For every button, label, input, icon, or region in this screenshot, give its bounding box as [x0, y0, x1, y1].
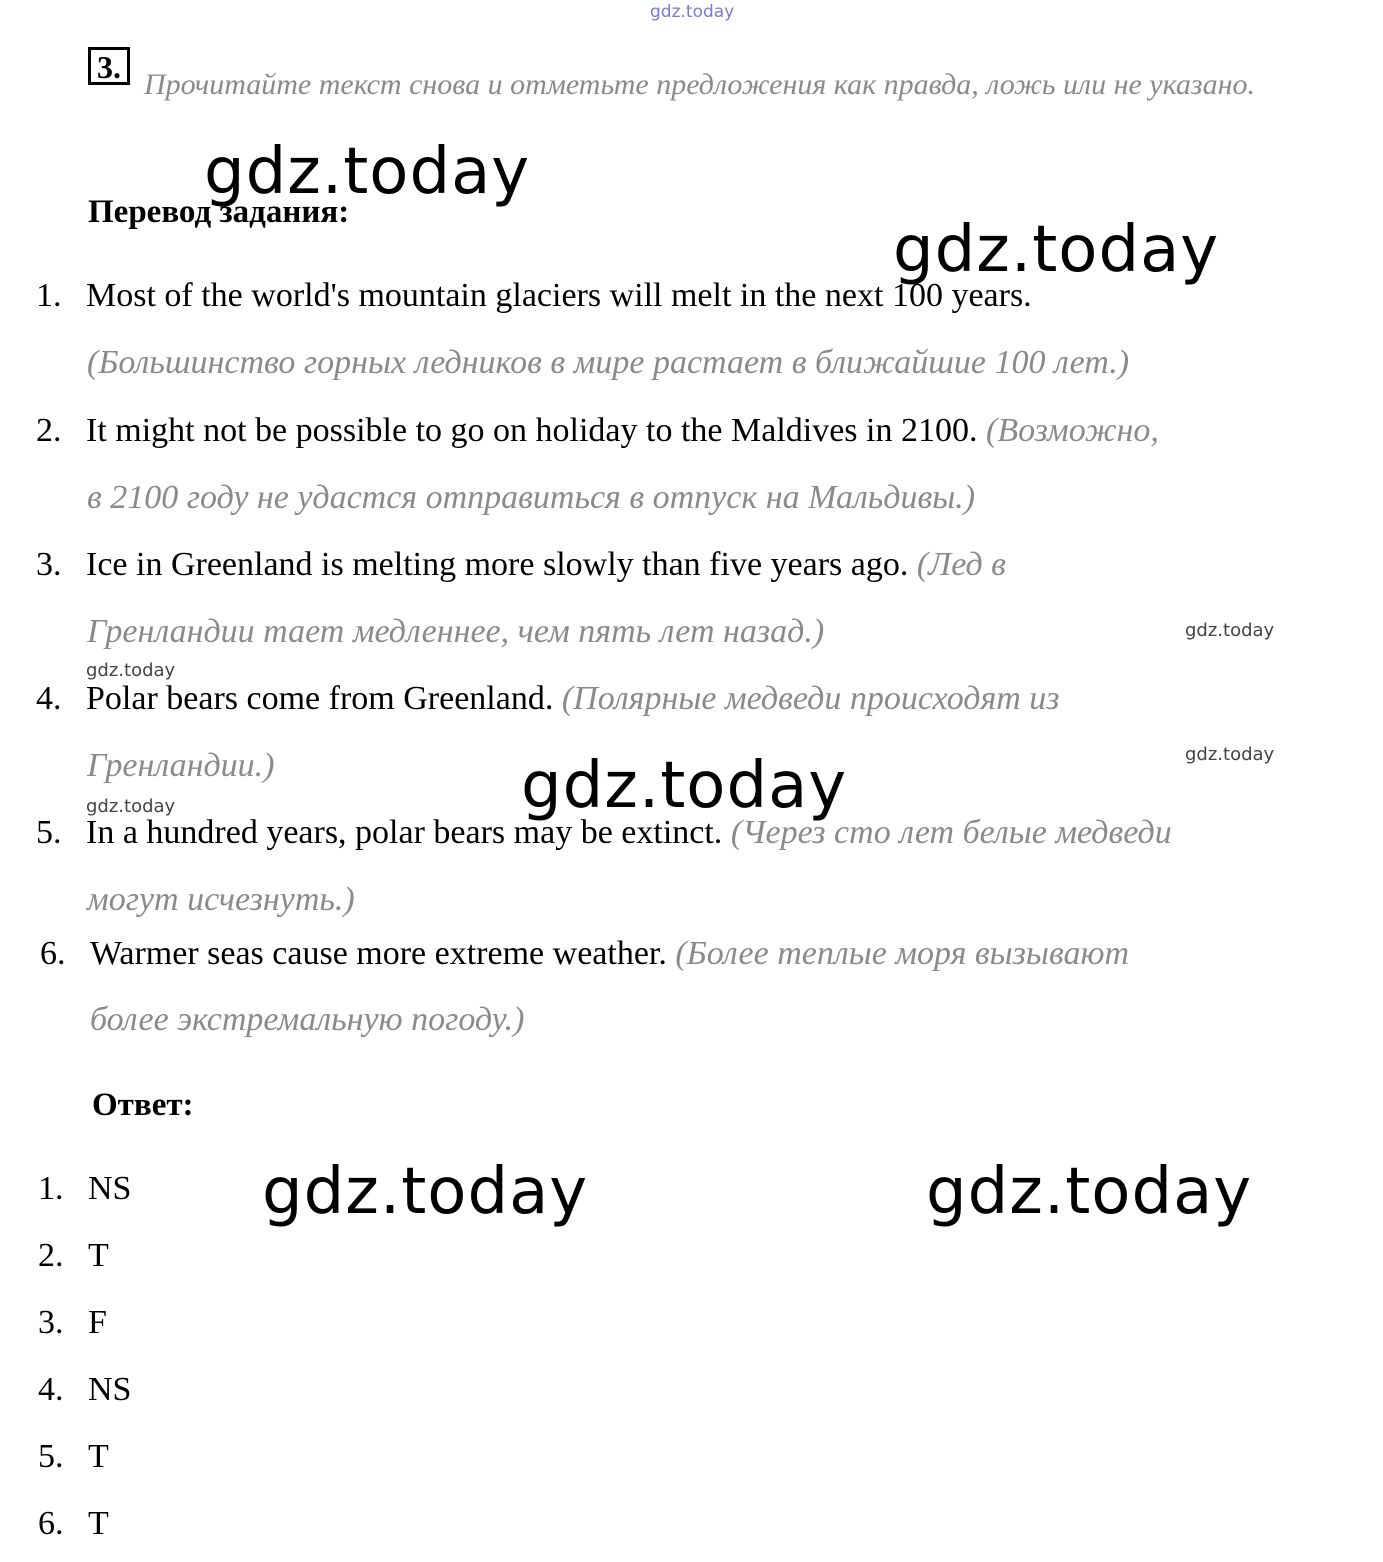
task-number: 3.	[88, 47, 130, 85]
item-translation: (Возможно,	[986, 412, 1159, 449]
item-translation: более экстремальную погоду.)	[90, 1001, 525, 1038]
item-translation: (Лед в	[916, 546, 1006, 583]
answer-heading: Ответ:	[92, 1087, 194, 1123]
statement-item	[36, 531, 1336, 598]
answer-value: T	[88, 1505, 109, 1542]
item-translation: (Большинство горных ледников в мире растает в ближайшие 100 лет.)	[87, 344, 1130, 381]
item-translation: (Полярные медведи происходят из	[561, 680, 1060, 717]
item-number: 4.	[36, 680, 62, 717]
answer-value: F	[88, 1304, 107, 1341]
answer-value: NS	[88, 1371, 132, 1408]
answer-item	[38, 1172, 131, 1206]
item-translation: Гренландии.)	[87, 747, 275, 784]
item-translation: могут исчезнуть.)	[87, 881, 355, 918]
item-number: 2.	[36, 412, 62, 449]
item-english: In a hundred years, polar bears may be extinct.	[86, 814, 723, 851]
watermark: gdz.today	[204, 135, 531, 209]
answer-item	[38, 1507, 109, 1541]
statement-item	[40, 920, 1340, 987]
answer-number: 6.	[38, 1505, 64, 1542]
item-number: 1.	[36, 277, 62, 314]
answer-number: 5.	[38, 1438, 64, 1475]
item-english: It might not be possible to go on holiday to the Maldives in 2100.	[86, 412, 978, 449]
watermark-small: gdz.today	[1185, 620, 1275, 641]
answer-item	[38, 1306, 107, 1340]
answer-number: 3.	[38, 1304, 64, 1341]
item-translation: (Более теплые моря вызывают	[675, 935, 1130, 972]
item-english: Polar bears come from Greenland.	[86, 680, 554, 717]
watermark: gdz.today	[893, 213, 1220, 287]
statement-item	[36, 262, 1336, 329]
answer-item	[38, 1440, 109, 1474]
watermark: gdz.today	[262, 1155, 589, 1229]
item-translation: Гренландии тает медленнее, чем пять лет назад.)	[87, 613, 825, 650]
watermark-small: gdz.today	[86, 796, 176, 817]
item-english: Warmer seas cause more extreme weather.	[90, 935, 667, 972]
watermark-top: gdz.today	[650, 2, 735, 22]
watermark-small: gdz.today	[1185, 744, 1275, 765]
item-english: Most of the world's mountain glaciers will melt in the next 100 years.	[86, 277, 1032, 314]
item-number: 5.	[36, 814, 62, 851]
answer-number: 4.	[38, 1371, 64, 1408]
item-english: Ice in Greenland is melting more slowly than five years ago.	[86, 546, 909, 583]
item-translation: (Через сто лет белые медведи	[730, 814, 1172, 851]
statement-item	[36, 796, 1336, 866]
statement-item	[36, 665, 1336, 732]
task-instruction: Прочитайте текст снова и отметьте предложения как правда, ложь или не указано.	[144, 68, 1255, 101]
answer-value: T	[88, 1438, 109, 1475]
item-translation: в 2100 году не удастся отправиться в отпуск на Мальдивы.)	[87, 479, 976, 516]
answer-item	[38, 1373, 131, 1407]
statement-item	[36, 397, 1336, 464]
item-number: 3.	[36, 546, 62, 583]
answer-value: T	[88, 1237, 109, 1274]
answer-item	[38, 1239, 109, 1273]
translation-heading: Перевод задания:	[88, 194, 350, 230]
watermark: gdz.today	[521, 749, 848, 823]
answer-value: NS	[88, 1170, 132, 1207]
watermark: gdz.today	[926, 1155, 1253, 1229]
answer-number: 2.	[38, 1237, 64, 1274]
item-number: 6.	[40, 935, 66, 972]
watermark-small: gdz.today	[86, 660, 176, 681]
answer-number: 1.	[38, 1170, 64, 1207]
